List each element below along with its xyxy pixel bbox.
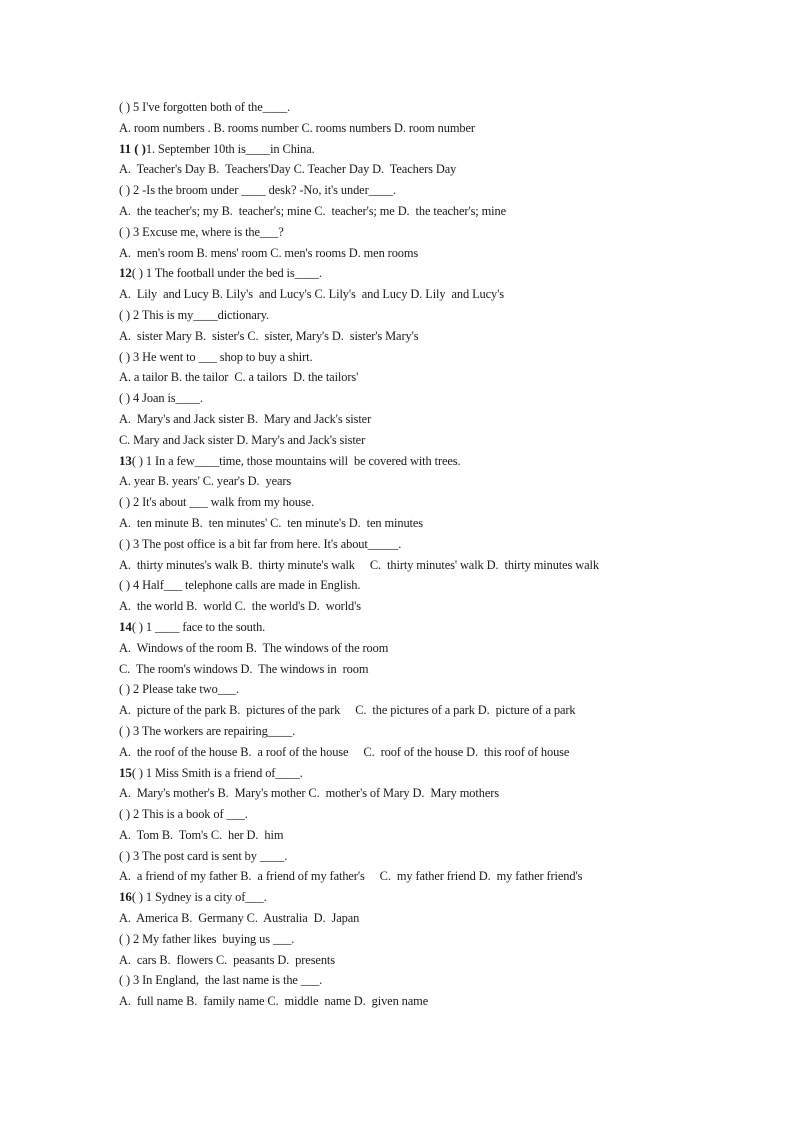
line-text: ( ) 3 He went to ___ shop to buy a shirt. bbox=[119, 349, 313, 364]
line-text: A. full name B. family name C. middle name D. given name bbox=[119, 994, 429, 1009]
line-text: A. ten minute B. ten minutes' C. ten minute's D. ten minutes bbox=[119, 515, 424, 530]
question-line bbox=[119, 451, 679, 472]
group-number: 14 bbox=[119, 618, 132, 634]
line-text: ( ) 3 In England, the last name is the ___. bbox=[119, 973, 323, 988]
line-text: ( ) 1 Sydney is a city of___. bbox=[131, 890, 267, 905]
exercise-page bbox=[119, 97, 679, 1012]
line-text: 1. September 10th is____in China. bbox=[145, 141, 315, 156]
line-text: ( ) 4 Half___ telephone calls are made in English. bbox=[119, 578, 361, 593]
question-line bbox=[119, 763, 679, 784]
options-line bbox=[119, 513, 679, 534]
line-text: A. thirty minutes's walk B. thirty minute's walk C. thirty minutes' walk D. thirty minutes walk bbox=[119, 557, 599, 572]
options-line bbox=[119, 326, 679, 347]
question-line bbox=[119, 305, 679, 326]
line-text: A. picture of the park B. pictures of the park C. the pictures of a park D. picture of a park bbox=[119, 703, 576, 718]
options-line bbox=[119, 367, 679, 388]
options-line bbox=[119, 555, 679, 576]
question-line bbox=[119, 222, 679, 243]
line-text: A. year B. years' C. year's D. years bbox=[119, 474, 292, 489]
line-text: ( ) 1 Miss Smith is a friend of____. bbox=[131, 765, 303, 780]
question-line bbox=[119, 263, 679, 284]
line-text: A. America B. Germany C. Australia D. Japan bbox=[119, 911, 360, 926]
options-line bbox=[119, 284, 679, 305]
group-number: 16 bbox=[119, 889, 132, 905]
question-line bbox=[119, 929, 679, 950]
options-line bbox=[119, 700, 679, 721]
question-line bbox=[119, 846, 679, 867]
options-line bbox=[119, 409, 679, 430]
line-text: ( ) 1 ____ face to the south. bbox=[131, 619, 266, 634]
line-text: A. Mary's and Jack sister B. Mary and Jack's sister bbox=[119, 411, 372, 426]
options-line bbox=[119, 742, 679, 763]
group-number: 15 bbox=[119, 764, 132, 780]
line-text: A. Teacher's Day B. Teachers'Day C. Teacher Day D. Teachers Day bbox=[119, 162, 457, 177]
line-text: A. room numbers . B. rooms number C. rooms numbers D. room number bbox=[119, 120, 475, 135]
line-text: ( ) 2 Please take two___. bbox=[119, 682, 239, 697]
line-text: C. The room's windows D. The windows in room bbox=[119, 661, 369, 676]
group-number: 11 ( ) bbox=[119, 140, 146, 156]
line-text: A. the roof of the house B. a roof of the house C. roof of the house D. this roof of house bbox=[119, 744, 570, 759]
question-line bbox=[119, 721, 679, 742]
options-line bbox=[119, 825, 679, 846]
line-text: ( ) 1 In a few____time, those mountains will be covered with trees. bbox=[131, 453, 461, 468]
line-text: A. men's room B. mens' room C. men's rooms D. men rooms bbox=[119, 245, 419, 260]
options-line bbox=[119, 243, 679, 264]
line-text: ( ) 3 The post office is a bit far from here. It's about_____. bbox=[119, 536, 402, 551]
question-line bbox=[119, 180, 679, 201]
question-line bbox=[119, 575, 679, 596]
line-text: A. Mary's mother's B. Mary's mother C. mother's of Mary D. Mary mothers bbox=[119, 786, 499, 801]
line-text: ( ) 2 This is a book of ___. bbox=[119, 807, 248, 822]
options-line bbox=[119, 659, 679, 680]
line-text: ( ) 1 The football under the bed is____. bbox=[131, 266, 323, 281]
question-line bbox=[119, 388, 679, 409]
options-line bbox=[119, 638, 679, 659]
line-text: A. Windows of the room B. The windows of the room bbox=[119, 640, 389, 655]
question-line bbox=[119, 679, 679, 700]
question-line bbox=[119, 347, 679, 368]
line-text: A. cars B. flowers C. peasants D. presents bbox=[119, 952, 335, 967]
question-line bbox=[119, 492, 679, 513]
question-line bbox=[119, 534, 679, 555]
line-text: ( ) 2 It's about ___ walk from my house. bbox=[119, 495, 315, 510]
question-line bbox=[119, 139, 679, 160]
line-text: ( ) 2 My father likes buying us ___. bbox=[119, 931, 295, 946]
question-line bbox=[119, 970, 679, 991]
options-line bbox=[119, 471, 679, 492]
question-line bbox=[119, 804, 679, 825]
line-text: ( ) 2 -Is the broom under ____ desk? -No, it's under____. bbox=[119, 183, 396, 198]
line-text: ( ) 5 I've forgotten both of the____. bbox=[119, 100, 291, 114]
line-text: A. sister Mary B. sister's C. sister, Mary's D. sister's Mary's bbox=[119, 328, 419, 343]
line-text: ( ) 2 This is my____dictionary. bbox=[119, 307, 270, 322]
options-line bbox=[119, 596, 679, 617]
line-text: A. the world B. world C. the world's D. world's bbox=[119, 599, 361, 614]
options-line bbox=[119, 430, 679, 451]
line-text: ( ) 3 Excuse me, where is the___? bbox=[119, 224, 284, 239]
options-line bbox=[119, 159, 679, 180]
line-text: A. Tom B. Tom's C. her D. him bbox=[119, 827, 284, 842]
question-line bbox=[119, 97, 679, 118]
group-number: 12 bbox=[119, 265, 132, 281]
options-line bbox=[119, 991, 679, 1012]
line-text: A. a friend of my father B. a friend of my father's C. my father friend D. my father friend's bbox=[119, 869, 583, 884]
options-line bbox=[119, 201, 679, 222]
line-text: C. Mary and Jack sister D. Mary's and Jack's sister bbox=[119, 432, 366, 447]
question-line bbox=[119, 617, 679, 638]
line-text: ( ) 3 The workers are repairing____. bbox=[119, 723, 296, 738]
line-text: ( ) 3 The post card is sent by ____. bbox=[119, 848, 288, 863]
options-line bbox=[119, 908, 679, 929]
line-text: A. the teacher's; my B. teacher's; mine C. teacher's; me D. the teacher's; mine bbox=[119, 203, 507, 218]
options-line bbox=[119, 783, 679, 804]
group-number: 13 bbox=[119, 452, 132, 468]
options-line bbox=[119, 950, 679, 971]
line-text: A. Lily and Lucy B. Lily's and Lucy's C. Lily's and Lucy D. Lily and Lucy's bbox=[119, 287, 504, 302]
question-line bbox=[119, 887, 679, 908]
options-line bbox=[119, 118, 679, 139]
options-line bbox=[119, 866, 679, 887]
line-text: A. a tailor B. the tailor C. a tailors D. the tailors' bbox=[119, 370, 359, 385]
line-text: ( ) 4 Joan is____. bbox=[119, 391, 203, 406]
